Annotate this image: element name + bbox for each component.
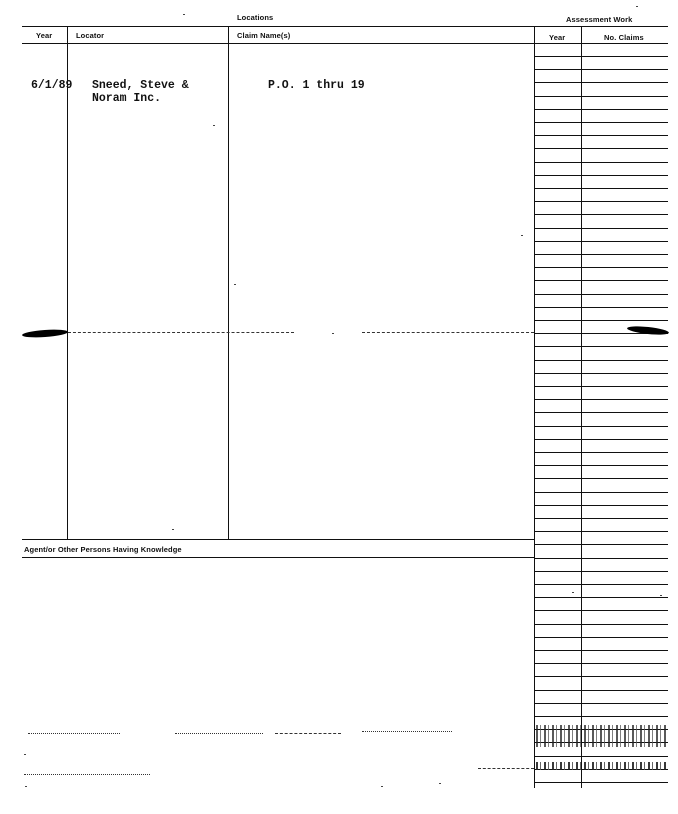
scan-speck — [439, 783, 441, 784]
col-header-claim-names: Claim Name(s) — [237, 31, 291, 40]
divider-locator-claims — [228, 26, 229, 539]
header-top-rule — [22, 26, 668, 27]
assessment-row-rule — [534, 122, 668, 123]
assessment-row-rule — [534, 492, 668, 493]
assessment-row-rule — [534, 756, 668, 757]
col-header-locator: Locator — [76, 31, 105, 40]
scan-noise-line — [275, 733, 341, 734]
divider-year-locator — [67, 26, 68, 539]
assessment-row-rule — [534, 214, 668, 215]
scan-speck — [572, 592, 574, 593]
scan-speck — [381, 786, 383, 787]
assessment-row-rule — [534, 676, 668, 677]
fold-mark-right — [627, 325, 670, 336]
scan-speck — [172, 529, 174, 530]
entry-locator-line-2: Noram Inc. — [92, 92, 162, 105]
scan-noise-line — [362, 731, 452, 732]
assessment-row-rule — [534, 294, 668, 295]
assessment-row-rule — [534, 96, 668, 97]
assessment-row-rule — [534, 426, 668, 427]
entry-claim-names: P.O. 1 thru 19 — [268, 79, 365, 92]
assessment-row-rule — [534, 478, 668, 479]
scan-speck — [332, 333, 334, 334]
locations-title: Locations — [237, 13, 274, 22]
assessment-row-rule — [534, 373, 668, 374]
assessment-row-rule — [534, 69, 668, 70]
scan-speck — [234, 284, 236, 285]
assessment-row-rule — [534, 188, 668, 189]
assessment-row-rule — [534, 558, 668, 559]
assessment-work-title: Assessment Work — [566, 15, 633, 24]
assessment-row-rule — [534, 386, 668, 387]
scan-noise-block — [536, 725, 668, 747]
assessment-row-rule — [534, 505, 668, 506]
assessment-row-rule — [534, 624, 668, 625]
scan-noise-block — [536, 762, 668, 770]
agent-section-label: Agent/or Other Persons Having Knowledge — [24, 545, 182, 554]
assessment-row-rule — [534, 690, 668, 691]
fold-mark-left — [22, 328, 68, 338]
assessment-row-rule — [534, 109, 668, 110]
assessment-row-rule — [534, 82, 668, 83]
assessment-row-rule — [534, 412, 668, 413]
assessment-row-rule — [534, 135, 668, 136]
agent-section-top-rule — [22, 539, 534, 540]
assessment-row-rule — [534, 650, 668, 651]
assessment-row-rule — [534, 254, 668, 255]
scan-speck — [25, 786, 27, 787]
assessment-row-rule — [534, 360, 668, 361]
divider-claims-assessment — [534, 26, 535, 788]
assessment-row-rule — [534, 531, 668, 532]
fold-line-left — [68, 332, 294, 333]
col-header-no-claims: No. Claims — [604, 33, 644, 42]
assessment-row-rule — [534, 162, 668, 163]
assessment-row-rule — [534, 320, 668, 321]
assessment-row-rule — [534, 584, 668, 585]
assessment-row-rule — [534, 148, 668, 149]
assessment-row-rule — [534, 307, 668, 308]
assessment-row-rule — [534, 399, 668, 400]
scan-speck — [213, 125, 215, 126]
assessment-row-rule — [534, 663, 668, 664]
assessment-row-rule — [534, 439, 668, 440]
scan-noise-line — [24, 774, 150, 775]
fold-line-right — [362, 332, 534, 333]
header-bottom-rule — [22, 43, 668, 44]
assessment-row-rule — [534, 610, 668, 611]
scan-speck — [636, 6, 638, 7]
assessment-row-rule — [534, 175, 668, 176]
assessment-row-rule — [534, 267, 668, 268]
assessment-row-rule — [534, 56, 668, 57]
scan-noise-line — [28, 733, 120, 734]
agent-section-bottom-rule — [22, 557, 534, 558]
assessment-row-rule — [534, 346, 668, 347]
scan-speck — [660, 595, 662, 596]
assessment-row-rule — [534, 571, 668, 572]
assessment-row-rule — [534, 716, 668, 717]
scan-speck — [183, 14, 185, 15]
entry-locator-line-1: Sneed, Steve & — [92, 79, 189, 92]
scan-speck — [521, 235, 523, 236]
divider-assessment-year-claims — [581, 26, 582, 788]
assessment-row-rule — [534, 228, 668, 229]
assessment-row-rule — [534, 280, 668, 281]
assessment-row-rule — [534, 241, 668, 242]
scan-speck — [24, 754, 26, 755]
entry-year: 6/1/89 — [31, 79, 73, 92]
col-header-assessment-year: Year — [549, 33, 566, 42]
assessment-row-rule — [534, 544, 668, 545]
assessment-row-rule — [534, 452, 668, 453]
assessment-row-rule — [534, 782, 668, 783]
assessment-row-rule — [534, 703, 668, 704]
assessment-row-rule — [534, 637, 668, 638]
scan-noise-line — [175, 733, 263, 734]
col-header-year: Year — [36, 31, 53, 40]
assessment-row-rule — [534, 597, 668, 598]
assessment-row-rule — [534, 201, 668, 202]
scan-noise-line — [478, 768, 534, 769]
assessment-row-rule — [534, 518, 668, 519]
assessment-row-rule — [534, 465, 668, 466]
